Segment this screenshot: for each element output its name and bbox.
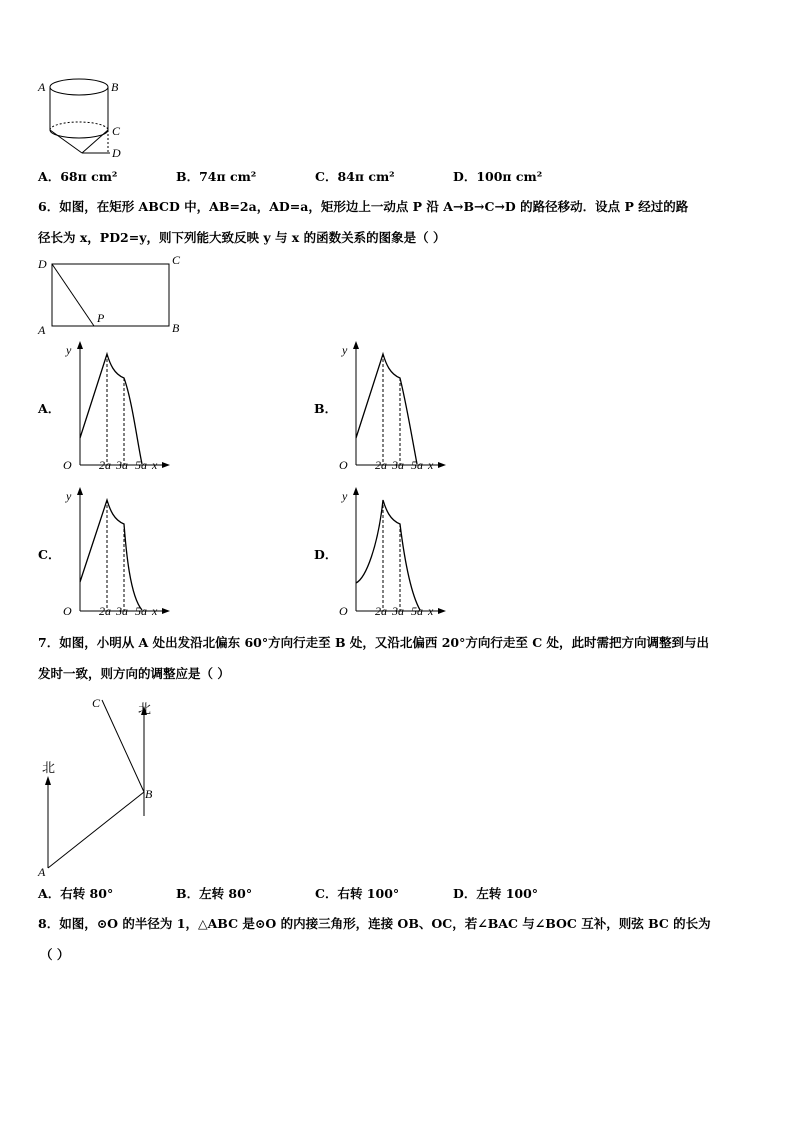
tick-5a: 5a [135, 458, 147, 472]
tick-2a: 2a [99, 604, 111, 618]
q6-rect-label-p: P [97, 311, 105, 325]
label-x: x [428, 458, 434, 472]
q6-text-line2: 径长为 x，PD2=y，则下列能大致反映 y 与 x 的函数关系的图象是（ ） [38, 230, 446, 245]
label-y: y [342, 489, 348, 503]
q6-graph-d [336, 486, 456, 626]
q5-option-c: C．84π cm² [315, 169, 395, 184]
label-y: y [66, 489, 72, 503]
curve [80, 500, 142, 610]
tick-3a: 3a [116, 458, 128, 472]
q6-rect-label-d: D [38, 257, 47, 271]
y-axis-arrow [353, 341, 359, 349]
label-x: x [152, 458, 158, 472]
q5-label-b: B [111, 80, 119, 94]
label-x: x [152, 604, 158, 618]
q6-rect-label-a: A [38, 323, 46, 337]
label-o: O [63, 458, 72, 472]
tick-3a: 3a [392, 458, 404, 472]
q6-graph-b [336, 340, 456, 480]
q6-graph-c [60, 486, 180, 626]
q7-direction-figure [30, 690, 170, 880]
tick-5a: 5a [411, 604, 423, 618]
tick-5a: 5a [411, 458, 423, 472]
label-o: O [63, 604, 72, 618]
q7-label-c: C [92, 696, 101, 710]
q6-text-line1: 6．如图，在矩形 ABCD 中，AB=2a，AD=a，矩形边上一动点 P 沿 A→B→C→D 的路径移动．设点 P 经过的路 [38, 199, 689, 214]
q7-text-line1: 7．如图，小明从 A 处出发沿北偏东 60°方向行走至 B 处，又沿北偏西 20°方向行走至 C 处，此时需把方向调整到与出 [38, 635, 710, 650]
q5-label-a: A [38, 80, 46, 94]
q7-label-b: B [145, 787, 153, 801]
q6-option-d-label: D． [314, 547, 338, 562]
y-axis-arrow [353, 487, 359, 495]
x-axis-arrow [438, 608, 446, 614]
tick-3a: 3a [116, 604, 128, 618]
q6-rect-label-b: B [172, 321, 180, 335]
q5-label-c: C [112, 124, 121, 138]
y-axis-arrow [77, 487, 83, 495]
q5-option-a: A．68π cm² [38, 169, 118, 184]
label-o: O [339, 458, 348, 472]
q7-option-c: C．右转 100° [315, 886, 400, 901]
q7-north-label-1: 北 [42, 761, 56, 776]
curve [356, 354, 417, 464]
q7-option-b: B．左转 80° [176, 886, 253, 901]
tick-3a: 3a [392, 604, 404, 618]
q7-north-label-2: 北 [138, 702, 152, 717]
q6-option-b-label: B． [314, 401, 338, 416]
q6-rect-label-c: C [172, 253, 181, 267]
q8-text-line1: 8．如图，⊙O 的半径为 1，△ABC 是⊙O 的内接三角形，连接 OB、OC，若∠BAC 与∠BOC 互补，则弦 BC 的长为 [38, 916, 711, 931]
q6-graph-a [60, 340, 180, 480]
q5-option-b: B．74π cm² [176, 169, 257, 184]
x-axis-arrow [162, 462, 170, 468]
q8-text-line2: （ ） [40, 947, 70, 962]
q7-option-d: D．左转 100° [453, 886, 539, 901]
q5-option-d: D．100π cm² [453, 169, 543, 184]
y-axis-arrow [77, 341, 83, 349]
x-axis-arrow [162, 608, 170, 614]
label-y: y [66, 343, 72, 357]
tick-5a: 5a [135, 604, 147, 618]
q6-option-a-label: A． [38, 401, 61, 416]
x-axis-arrow [438, 462, 446, 468]
curve [356, 500, 420, 610]
label-o: O [339, 604, 348, 618]
tick-2a: 2a [375, 458, 387, 472]
label-y: y [342, 343, 348, 357]
q6-rectangle-figure [35, 252, 195, 337]
tick-2a: 2a [375, 604, 387, 618]
q6-option-c-label: C． [38, 547, 61, 562]
curve [80, 354, 142, 464]
tick-2a: 2a [99, 458, 111, 472]
label-x: x [428, 604, 434, 618]
q7-text-line2: 发时一致，则方向的调整应是（ ） [38, 666, 230, 681]
q5-label-d: D [112, 146, 121, 160]
q7-option-a: A．右转 80° [38, 886, 114, 901]
q5-cylinder-figure [30, 72, 130, 162]
q7-label-a: A [38, 865, 46, 879]
